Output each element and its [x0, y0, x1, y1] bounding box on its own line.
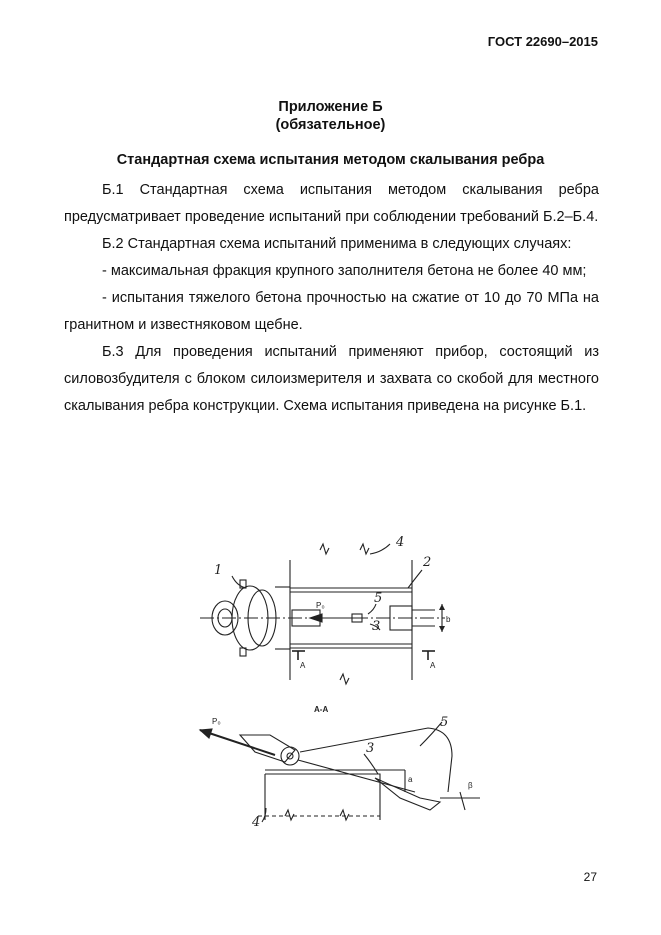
label-force-section: P₀ — [212, 717, 221, 726]
label-b: b — [446, 615, 451, 624]
label-2: 2 — [423, 555, 432, 570]
paragraph-b3: Б.3 Для проведения испытаний применяют прибор, состоящий из силовозбудителя с блоком силоизмерителя и захвата со скобой для местного скалывания ребра конструкции. Схема испытания приведена на рисунке Б.1. — [64, 344, 599, 414]
label-1: 1 — [214, 563, 223, 578]
label-beta: β — [468, 781, 473, 790]
top-view — [200, 544, 445, 684]
body-text — [64, 177, 599, 420]
label-force-top: P₀ — [316, 601, 325, 610]
section-title: Стандартная схема испытания методом скалывания ребра — [116, 152, 545, 168]
list-item-1: - максимальная фракция крупного заполнителя бетона не более 40 мм; — [102, 263, 587, 279]
label-section-a-left: A — [300, 661, 306, 670]
label-5-section: 5 — [440, 715, 449, 730]
label-4-top: 4 — [396, 535, 405, 550]
list-item-2: - испытания тяжелого бетона прочностью на сжатие от 10 до 70 МПа на гранитном и известняковом щебне. — [64, 290, 599, 333]
paragraph-b1: Б.1 Стандартная схема испытания методом скалывания ребра предусматривает проведение испытаний при соблюдении требований Б.2–Б.4. — [64, 182, 599, 225]
standard-header: ГОСТ 22690–2015 — [487, 34, 598, 49]
section-view — [200, 722, 480, 822]
figure-b1 — [190, 530, 480, 840]
label-a-dimension: a — [408, 775, 413, 784]
paragraph-b2: Б.2 Стандартная схема испытаний применима в следующих случаях: — [102, 236, 572, 252]
label-5-top: 5 — [374, 591, 383, 606]
appendix-status: (обязательное) — [275, 117, 386, 133]
label-3-top: 3 — [372, 619, 381, 634]
label-4-section: 4 — [252, 815, 261, 830]
page-number: 27 — [583, 870, 597, 884]
label-section-a-right: A — [430, 661, 436, 670]
section-label: А-А — [314, 705, 329, 714]
appendix-title — [0, 98, 661, 134]
label-3-section: 3 — [366, 741, 375, 756]
appendix-name: Приложение Б — [278, 99, 383, 115]
